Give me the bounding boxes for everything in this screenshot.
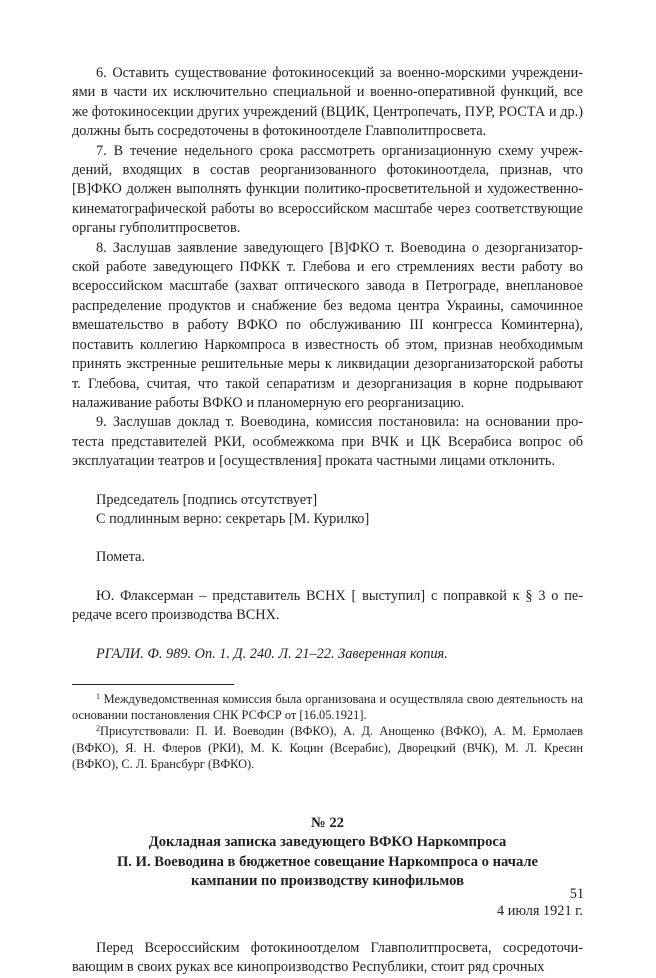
document-page xyxy=(72,64,583,978)
document-body-paragraph: Перед Всероссийским фотокиноотделом Главполитпросвета, сосредоточивающим в своих руках все кинопроизводство Республики, стоит ряд срочных xyxy=(72,940,583,976)
footnote-1 xyxy=(72,691,583,723)
paragraph-item-7: 7. В течение недельного срока рассмотреть организационную схему учреждений, входящих в состав реорганизованного фотокиноотдела, признав, что [В]ФКО должен выполнять функции политико-просветительной и художественно-кинематографической работы во всероссийском масштабе через соответствующие органы губполитпросветов. xyxy=(72,142,583,237)
footnote-text: Присутствовали: П. И. Воеводин (ВФКО), А. Д. Анощенко (ВФКО), А. М. Ермолаев (ВФКО), Я. Н. Флеров (РКИ), М. К. Коцин (Всерабис), Дворецкий (ВЧК), М. Л. Кресин (ВФКО), С. Л. Брансбург (ВФКО). xyxy=(72,724,583,771)
page-number: 51 xyxy=(569,886,584,902)
archive-reference: РГАЛИ. Ф. 989. Оп. 1. Д. 240. Л. 21–22. Заверенная копия. xyxy=(96,645,448,662)
paragraph-item-6: 6. Оставить существование фотокиносекций за военно-морскими учреждениями в части их исключительно специальной и военно-оперативной функций, все же фотокиносекции других учреждений (ВЦИК, Центропечать, ПУР, РОСТА и др.) должны быть сосредоточены в фотокиноотделе Главполитпросвета. xyxy=(72,65,583,140)
document-heading xyxy=(72,814,583,892)
footnote-text: Междуведомственная комиссия была организована и осуществляла свою деятельность на основании постановления СНК РСФСР от [16.05.1921]. xyxy=(72,691,583,723)
document-number: № 22 xyxy=(311,814,344,831)
spacer xyxy=(72,626,583,645)
footnote-2 xyxy=(72,723,583,772)
spacer xyxy=(72,529,583,548)
spacer xyxy=(72,568,583,587)
document-title-line: Докладная записка заведующего ВФКО Наркомпроса xyxy=(148,834,507,851)
footnote-divider xyxy=(72,684,234,685)
note-text: Ю. Флаксерман – представитель ВСНХ [ выступил] с поправкой к § 3 о передаче всего производства ВСНХ. xyxy=(72,587,583,624)
signature-chairman: Председатель [подпись отсутствует] xyxy=(96,491,318,508)
spacer xyxy=(72,472,583,491)
footnote-number: 2 xyxy=(96,724,100,734)
document-title-line: кампании по производству кинофильмов xyxy=(191,873,464,890)
document-date: 4 июля 1921 г. xyxy=(497,902,583,919)
note-label: Помета. xyxy=(96,549,145,566)
footnote-number: 1 xyxy=(96,691,100,701)
document-title-line: П. И. Воеводина в бюджетное совещание Наркомпроса о начале xyxy=(116,853,539,870)
paragraph-item-9: 9. Заслушав доклад т. Воеводина, комиссия постановила: на основании протеста представителей РКИ, особмежкома при ВЧК и ЦК Всерабиса вопрос об эксплуатации театров и [осуществления] проката частными лицами отклонить. xyxy=(72,414,583,470)
signature-secretary: С подлинным верно: секретарь [М. Курилко] xyxy=(96,510,370,527)
paragraph-item-8: 8. Заслушав заявление заведующего [В]ФКО т. Воеводина о дезорганизаторской работе заведующего ПФКК т. Глебова и его стремлениях вести работу во всероссийском масштабе (захват оптического завода в Петрограде, внеплановое распределение продуктов и снабжение без ведома центра Украины, самочинное вмешательство в работу ВФКО по обслуживанию III конгресса Коминтерна), поставить коллегию Наркомпроса в известность об этом, признав необходимым принять экстренные решительные меры к ликвидации дезорганизаторской работы т. Глебова, считая, что такой сепаратизм и дезорганизация в корне подрывают налаживание работы ВФКО и планомерную его реорганизацию. xyxy=(72,239,583,411)
